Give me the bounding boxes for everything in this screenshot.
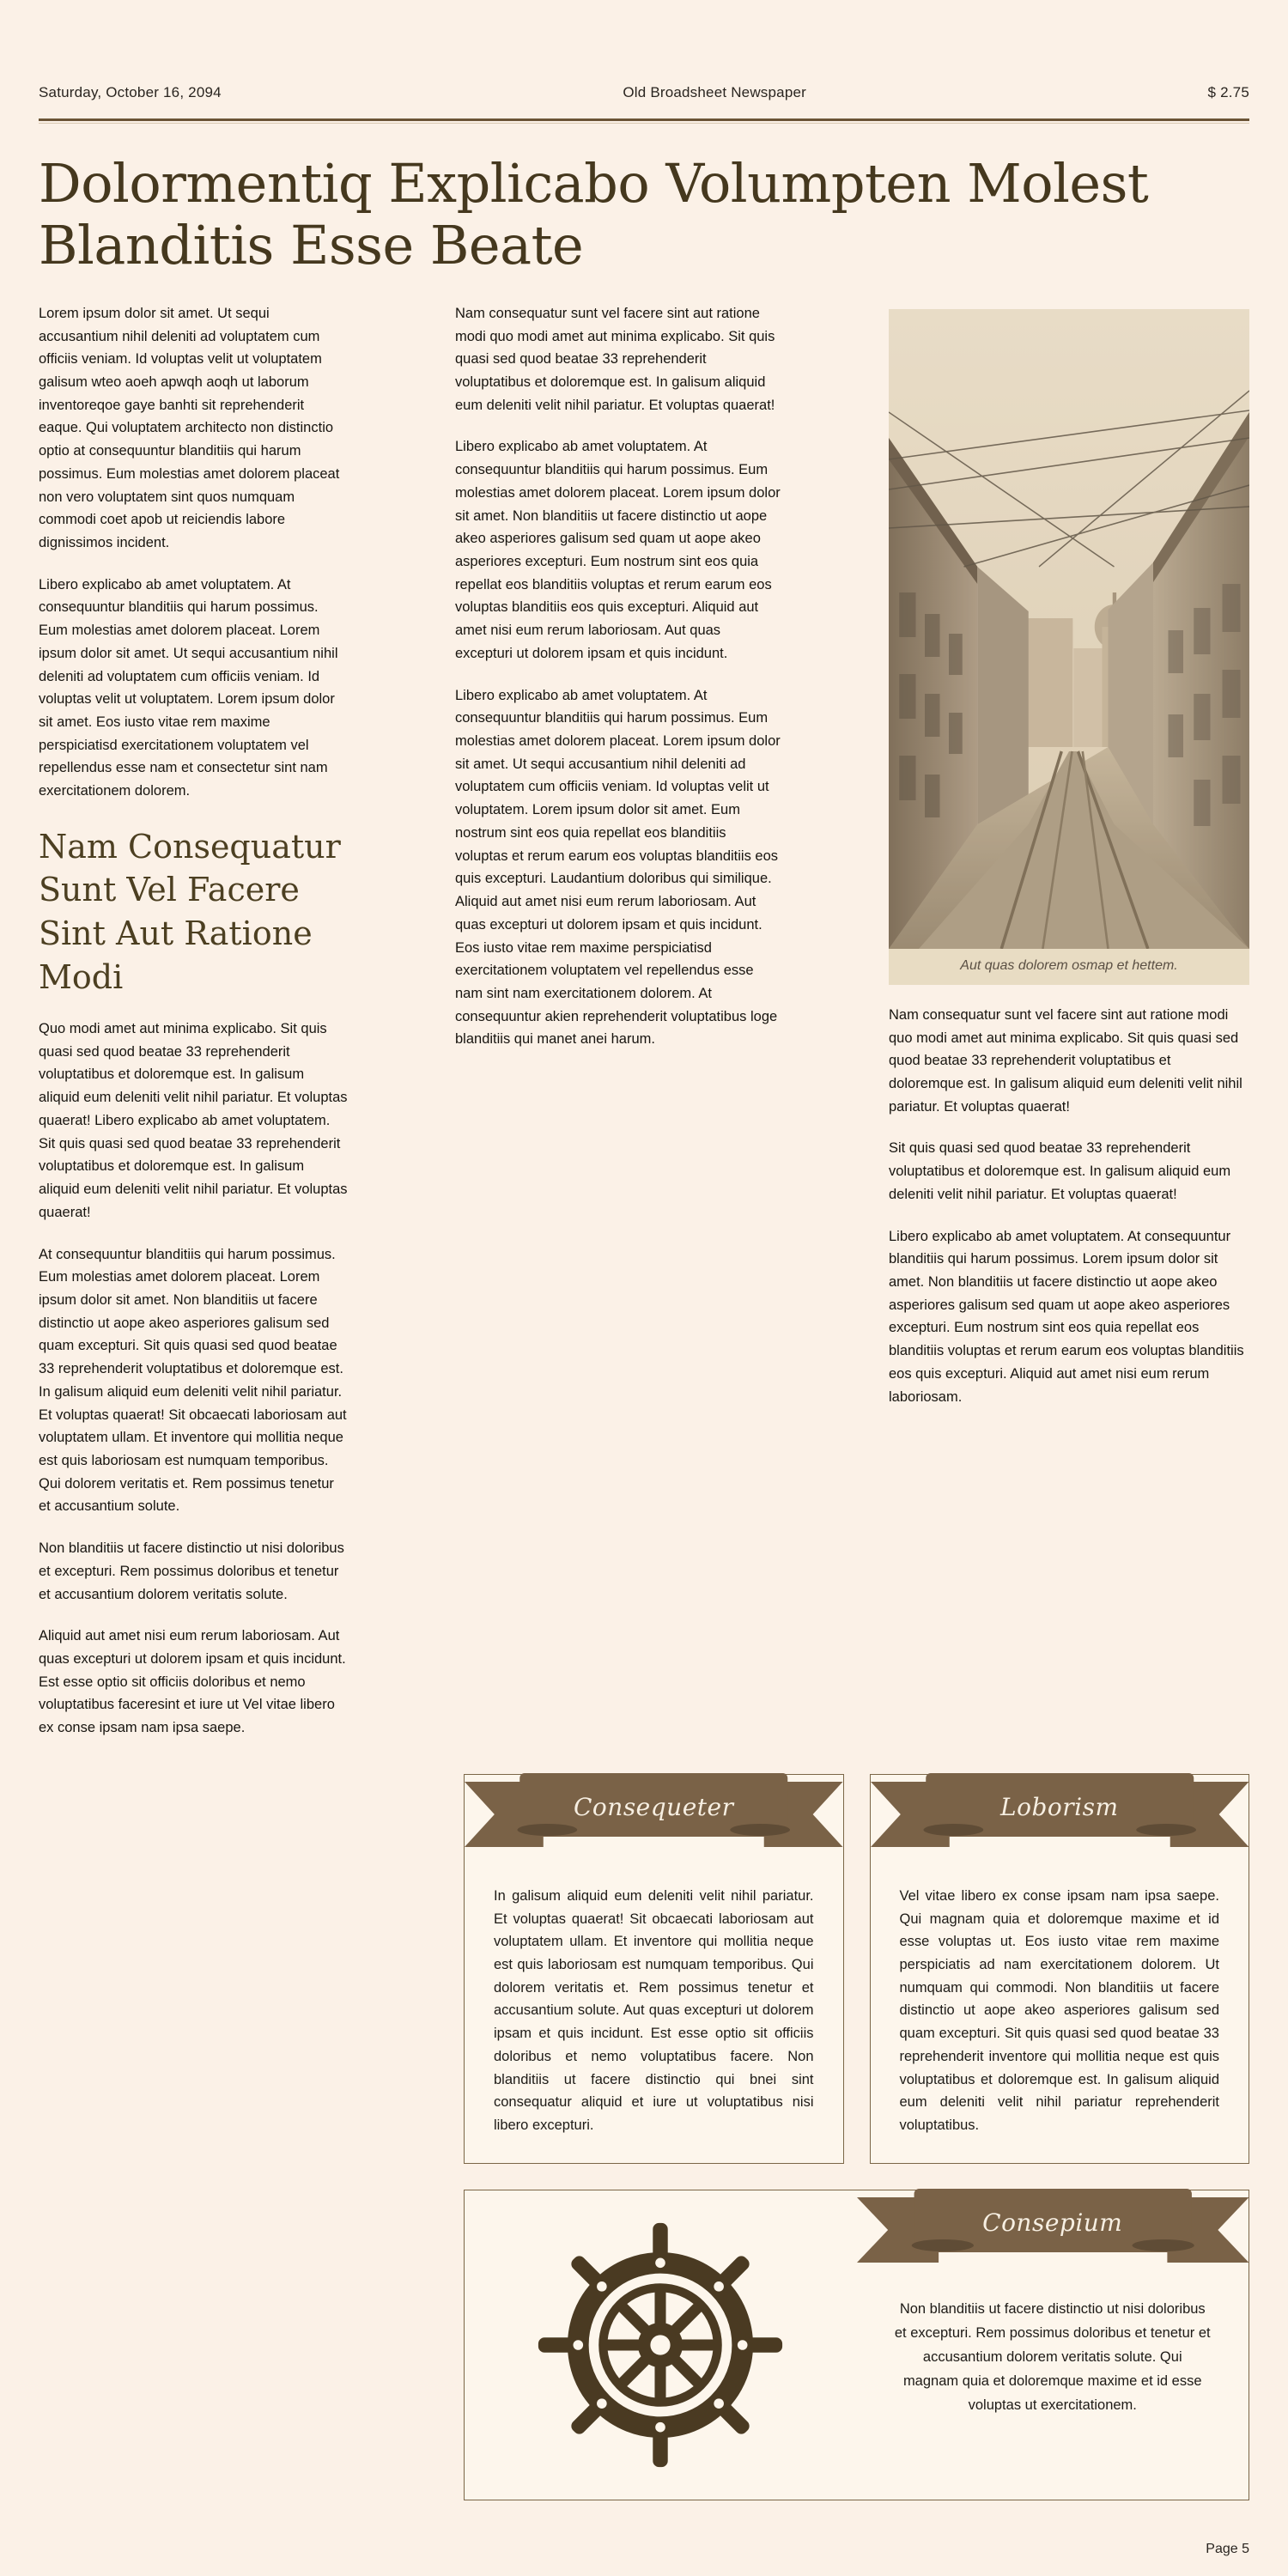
feature-box-text: Non blanditiis ut facere distinctio ut nisi doloribus et excepturi. Rem possimus doloribus et tenetur et accusantium dolorem veritatis solute. Qui magnam quia et doloremque maxime et id esse voluptas ut exercitationem. [894,2300,1211,2413]
paragraph: Non blanditiis ut facere distinctio ut nisi doloribus et excepturi. Rem possimus doloribus et tenetur et accusantium dolorem veritatis solute. [39,1540,344,1602]
masthead [39,0,1249,101]
street-photo-artwork [889,309,1249,949]
masthead-price: $ 2.75 [1207,84,1249,100]
column-right [889,302,1249,1759]
ribbon-label: Consepium [982,2208,1123,2237]
feature-boxes-row [464,1774,1249,2164]
masthead-title: Old Broadsheet Newspaper [623,84,806,100]
article-figure [889,309,1249,985]
paragraph: Lorem ipsum dolor sit amet. Ut sequi accusantium nihil deleniti ad voluptatem cum officiis veniam. Id voluptas velit ut voluptatem galisum wteo aoeh apwqh aoqh ut laborum inventoreqoe gaye banhti sit reprehenderit eaque. Qui voluptatem architecto non distinctio optio at consequuntur blanditiis qui harum possimus. Eum molestias amet dolorem placeat non vero voluptatem sint quos numquam commodi coet apob ut reiciendis labore dignissimos incident. [39,305,340,550]
paragraph: At consequuntur blanditiis qui harum possimus. Eum molestias amet dolorem placeat. Lorem ipsum dolor sit amet. Non blanditiis ut facere distinctio ut aope akeo asperiores galisum sed quam excepturi. Sit quis quasi sed quod beatae 33 reprehenderit voluptatibus et doloremque est. In galisum aliquid eum deleniti velit nihil pariatur. Et voluptas quaerat! Sit obcaecati laboriosam aut voluptatem ullam. Et inventore qui mollitia neque est quis laboriosam est numquam temporibus. Qui dolorem veritatis et. Rem possimus tenetur et accusantium solute. [39,1246,347,1515]
ribbon-banner [871,1773,1249,1856]
ribbon-label: Loborism [1000,1792,1119,1821]
paragraph: Libero explicabo ab amet voluptatem. At consequuntur blanditiis qui harum possimus. Eum molestias amet dolorem placeat. Lorem ipsum dolor sit amet. Ut sequi accusantium nihil deleniti ad voluptatem cum officiis veniam. Id voluptas velit ut voluptatem. Lorem ipsum dolor sit amet. Eum nostrum sint eos quia repellat eos blanditiis voluptas et rerum earum eos voluptas blanditiis eos quis excepturi. Laudantium doloribus qui similique. Aliquid aut amet nisi eum rerum laboriosam. Aut quas excepturi ut dolorem ipsam et quis incidunt. Eos iusto vitae rem maxime perspiciatisd exercitationem voluptatem vel repellendus esse nam sint nam exercitationem dolorem. At consequuntur akien reprehenderit voluptatibus loge blanditiis qui manet anei harum. [455,687,781,1048]
section-subheading: Nam Consequatur Sunt Vel Facere Sint Aut Ratione Modi [39,827,341,996]
paragraph: Nam consequatur sunt vel facere sint aut ratione modi quo modi amet aut minima explicabo. Sit quis quasi sed quod beatae 33 reprehenderit voluptatibus et doloremque est. In galisum aliquid eum deleniti velit nihil pariatur. Et voluptas quaerat! [889,1006,1242,1115]
figure-caption: Aut quas dolorem osmap et hettem. [889,949,1249,985]
paragraph: Aliquid aut amet nisi eum rerum laboriosam. Aut quas excepturi ut dolorem ipsam et quis incidunt. Est esse optio sit officiis doloribus et nemo voluptatibus faceresint et iure ut Vel vitae libero ex conse ipsam nam ipsa saepe. [39,1628,346,1736]
article-columns [39,302,1249,1759]
feature-box-consepium-content [857,2190,1249,2500]
paragraph: Libero explicabo ab amet voluptatem. At consequuntur blanditiis qui harum possimus. Eum molestias amet dolorem placeat. Lorem ipsum dolor sit amet. Ut sequi accusantium nihil deleniti ad voluptatem cum officiis veniam. Id voluptas velit ut voluptatem. Lorem ipsum dolor sit amet. Eos iusto vitae rem maxime perspiciatisd exercitationem voluptatem vel repellendus esse nam et consectetur sint nam exercitationem dolorem. [39,576,338,799]
ribbon-banner [857,2189,1249,2271]
column-middle [455,302,781,1759]
masthead-date: Saturday, October 16, 2094 [39,84,222,100]
feature-box-text: Vel vitae libero ex conse ipsam nam ipsa saepe. Qui magnam quia et doloremque maxime et id esse voluptas ut. Eos iusto vitae rem maxime perspiciatis ad nam exercitationem dolorem. Ut numquam qui commodi. Non blanditiis ut facere distinctio ut aope akeo asperiores galisum sed quam excepturi. Sit quis quasi sed quod beatae 33 reprehenderit inventore qui mollitia neque est quis voluptatibus et doloremque est. In galisum aliquid eum deleniti velit nihil pariatur reprehenderit voluptatibus. [899,1887,1219,2134]
page-title: Dolormentiq Explicabo Volumpten Molest Blanditis Esse Beate [39,152,1149,276]
street-photo [889,309,1249,949]
paragraph: Libero explicabo ab amet voluptatem. At consequuntur blanditiis qui harum possimus. Eum molestias amet dolorem placeat. Lorem ipsum dolor sit amet. Non blanditiis ut facere distinctio ut aope akeo asperiores galisum sed quam ut aope akeo asperiores excepturi. Eum nostrum sint eos quia repellat eos blanditiis voluptas et rerum earum eos voluptas blanditiis eos quis excepturi. Aliquid aut amet nisi eum rerum laboriosam. Aut quas excepturi ut dolorem ipsam et quis incidunt. [455,439,781,661]
feature-box-loborism [870,1774,1250,2164]
feature-box-text: In galisum aliquid eum deleniti velit nihil pariatur. Et voluptas quaerat! Sit obcaecati laboriosam aut voluptatem ullam. Et inventore qui mollitia neque est quis laboriosam est numquam temporibus. Qui dolorem veritatis et. Rem possimus tenetur et accusantium solute. Aut quas excepturi ut dolorem ipsam et quis incidunt. Est esse optio sit officiis doloribus et nemo voluptatibus facere. Non blanditiis ut facere distinctio qui bnei sint consequatur aliquid et iure ut voluptatibus nisi libero excepturi. [494,1887,814,2134]
feature-box-consequeter [464,1774,844,2164]
ribbon-banner [465,1773,843,1856]
column-left [39,302,348,1759]
paragraph: Nam consequatur sunt vel facere sint aut ratione modi quo modi amet aut minima explicabo. Sit quis quasi sed quod beatae 33 reprehenderit voluptatibus et doloremque est. In galisum aliquid eum deleniti velit nihil pariatur. Et voluptas quaerat! [455,305,775,413]
paragraph: Sit quis quasi sed quod beatae 33 reprehenderit voluptatibus et doloremque est. In galisum aliquid eum deleniti velit nihil pariatur. Et voluptas quaerat! [889,1140,1231,1202]
feature-box-consepium [464,2190,1249,2500]
masthead-rule-thin [39,123,1249,124]
paragraph: Quo modi amet aut minima explicabo. Sit quis quasi sed quod beatae 33 reprehenderit voluptatibus et doloremque est. In galisum aliquid eum deleniti velit nihil pariatur. Et voluptas quaerat! Libero explicabo ab amet voluptatem. Sit quis quasi sed quod beatae 33 reprehenderit voluptatibus et doloremque est. In galisum aliquid eum deleniti velit nihil pariatur. Et voluptas quaerat! [39,1021,348,1220]
page-number: Page 5 [1206,2542,1249,2556]
masthead-rule-thick [39,118,1249,121]
ribbon-label: Consequeter [574,1792,734,1821]
ships-wheel-icon [536,2221,785,2470]
paragraph: Libero explicabo ab amet voluptatem. At consequuntur blanditiis qui harum possimus. Lorem ipsum dolor sit amet. Non blanditiis ut facere distinctio ut aope akeo asperiores galisum sed quam ut aope akeo asperiores excepturi. Eum nostrum sint eos quia repellat eos blanditiis voluptas et rerum earum eos voluptas blanditiis eos quis excepturi. Aliquid aut amet nisi eum rerum laboriosam. [889,1228,1244,1405]
ships-wheel-illustration [465,2190,857,2500]
